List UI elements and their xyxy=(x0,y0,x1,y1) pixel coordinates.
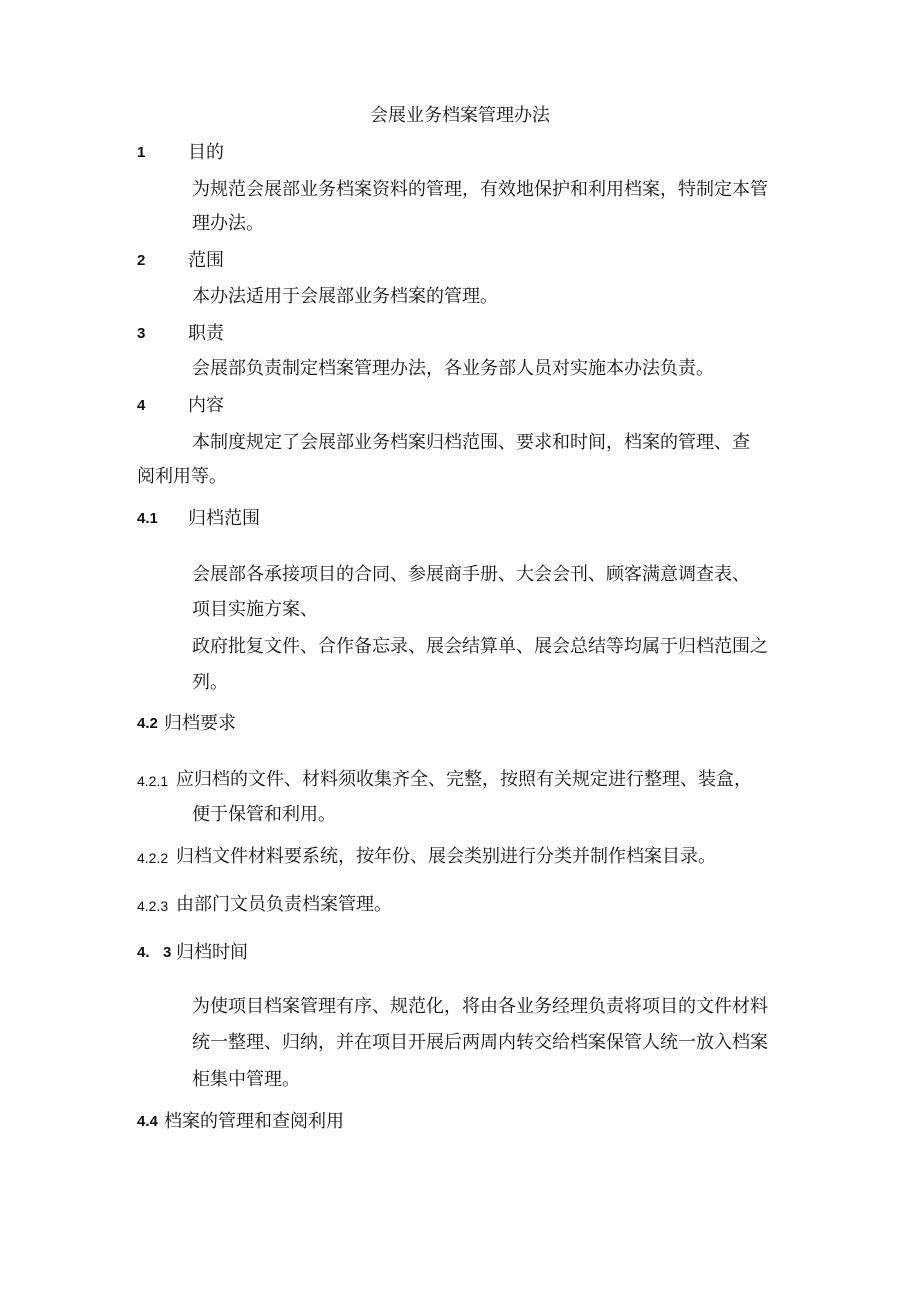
section-4-paragraph-line: 阅利用等。 xyxy=(137,466,227,487)
section-4-4-number: 4.4 xyxy=(137,1113,158,1130)
item-4-2-3-line: 由部门文员负责档案管理。 xyxy=(176,894,392,915)
section-4-3-line: 统一整理、归纳，并在项目开展后两周内转交给档案保管人统一放入档案 xyxy=(192,1032,768,1053)
section-2-paragraph-line: 本办法适用于会展部业务档案的管理。 xyxy=(192,286,498,307)
section-4-1-line: 政府批复文件、合作备忘录、展会结算单、展会总结等均属于归档范围之 xyxy=(192,636,768,657)
section-4-1-line: 会展部各承接项目的合同、参展商手册、大会会刊、顾客满意调查表、 xyxy=(192,564,750,585)
item-4-2-2-line: 归档文件材料要系统，按年份、展会类别进行分类并制作档案目录。 xyxy=(176,846,716,867)
item-4-2-1-number: 4.2.1 xyxy=(137,773,169,789)
section-4-1-number: 4.1 xyxy=(137,510,158,527)
item-4-2-1-line: 便于保管和利用。 xyxy=(192,804,336,825)
item-4-2-1-line: 应归档的文件、材料须收集齐全、完整，按照有关规定进行整理、装盒， xyxy=(176,769,752,790)
section-4-number: 4 xyxy=(137,397,146,414)
section-4-4-heading: 档案的管理和查阅利用 xyxy=(164,1111,344,1132)
section-4-2-heading: 归档要求 xyxy=(164,713,236,734)
section-4-3-number: 4. xyxy=(137,944,150,961)
section-1-number: 1 xyxy=(137,144,146,161)
section-4-3-heading: 归档时间 xyxy=(176,942,248,963)
section-4-heading: 内容 xyxy=(188,395,224,416)
item-4-2-3-number: 4.2.3 xyxy=(137,898,169,914)
section-3-paragraph-line: 会展部负责制定档案管理办法，各业务部人员对实施本办法负责。 xyxy=(192,358,714,379)
section-3-heading: 职责 xyxy=(188,323,224,344)
section-1-paragraph-line: 理办法。 xyxy=(192,213,264,234)
section-4-1-heading: 归档范围 xyxy=(188,508,260,529)
section-1-paragraph-line: 为规范会展部业务档案资料的管理，有效地保护和利用档案，特制定本管 xyxy=(192,179,768,200)
section-2-number: 2 xyxy=(137,252,146,269)
section-4-3-number-suffix: 3 xyxy=(163,944,172,961)
section-4-paragraph-line: 本制度规定了会展部业务档案归档范围、要求和时间，档案的管理、查 xyxy=(192,432,750,453)
section-4-3-line: 为使项目档案管理有序、规范化，将由各业务经理负责将项目的文件材料 xyxy=(192,996,768,1017)
section-2-heading: 范围 xyxy=(188,250,224,271)
item-4-2-2-number: 4.2.2 xyxy=(137,850,169,866)
section-1-heading: 目的 xyxy=(188,142,224,163)
section-4-3-line: 柜集中管理。 xyxy=(192,1069,300,1090)
section-3-number: 3 xyxy=(137,325,146,342)
section-4-2-number: 4.2 xyxy=(137,715,158,732)
section-4-1-line: 列。 xyxy=(192,672,228,693)
section-4-1-line: 项目实施方案、 xyxy=(192,599,318,620)
document-title: 会展业务档案管理办法 xyxy=(370,105,550,126)
